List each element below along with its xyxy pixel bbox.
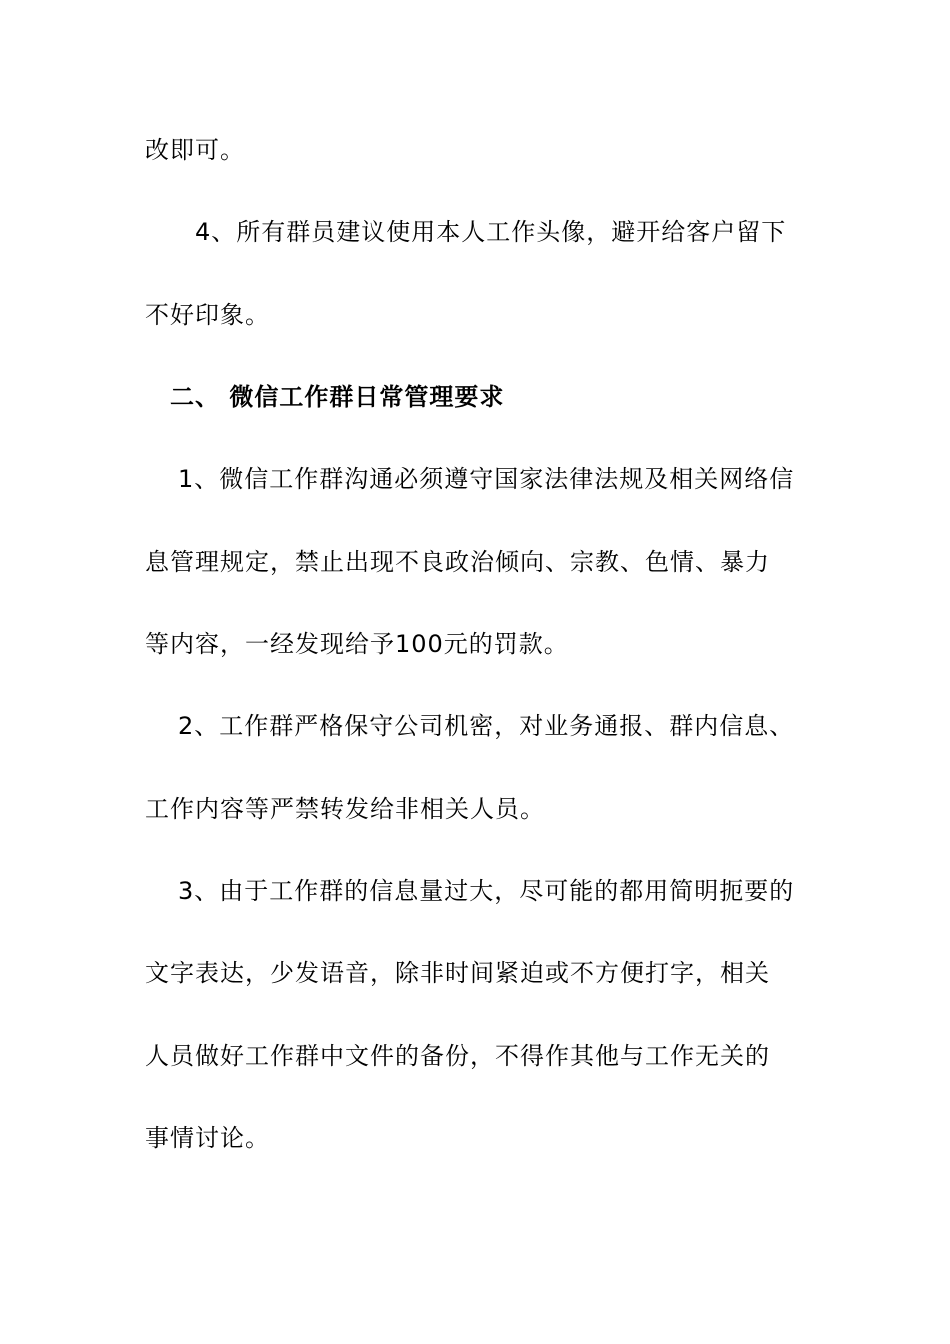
paragraph-line: 不好印象。 [145,301,270,329]
paragraph-line: 4、所有群员建议使用本人工作头像，避开给客户留下 [195,218,787,246]
paragraph-line: 1、微信工作群沟通必须遵守国家法律法规及相关网络信 [178,465,795,493]
paragraph-line: 3、由于工作群的信息量过大，尽可能的都用简明扼要的 [178,877,795,905]
paragraph-line: 2、工作群严格保守公司机密，对业务通报、群内信息、 [178,712,795,740]
paragraph-line: 人员做好工作群中文件的备份，不得作其他与工作无关的 [145,1042,770,1070]
paragraph-line: 事情讨论。 [145,1124,270,1152]
section-heading: 二、 微信工作群日常管理要求 [170,383,505,411]
paragraph-line: 等内容，一经发现给予100元的罚款。 [145,630,569,658]
paragraph-line: 息管理规定，禁止出现不良政治倾向、宗教、色情、暴力 [145,548,770,576]
paragraph-line: 改即可。 [145,136,245,164]
paragraph-line: 工作内容等严禁转发给非相关人员。 [145,795,545,823]
paragraph-line: 文字表达，少发语音，除非时间紧迫或不方便打字，相关 [145,959,770,987]
